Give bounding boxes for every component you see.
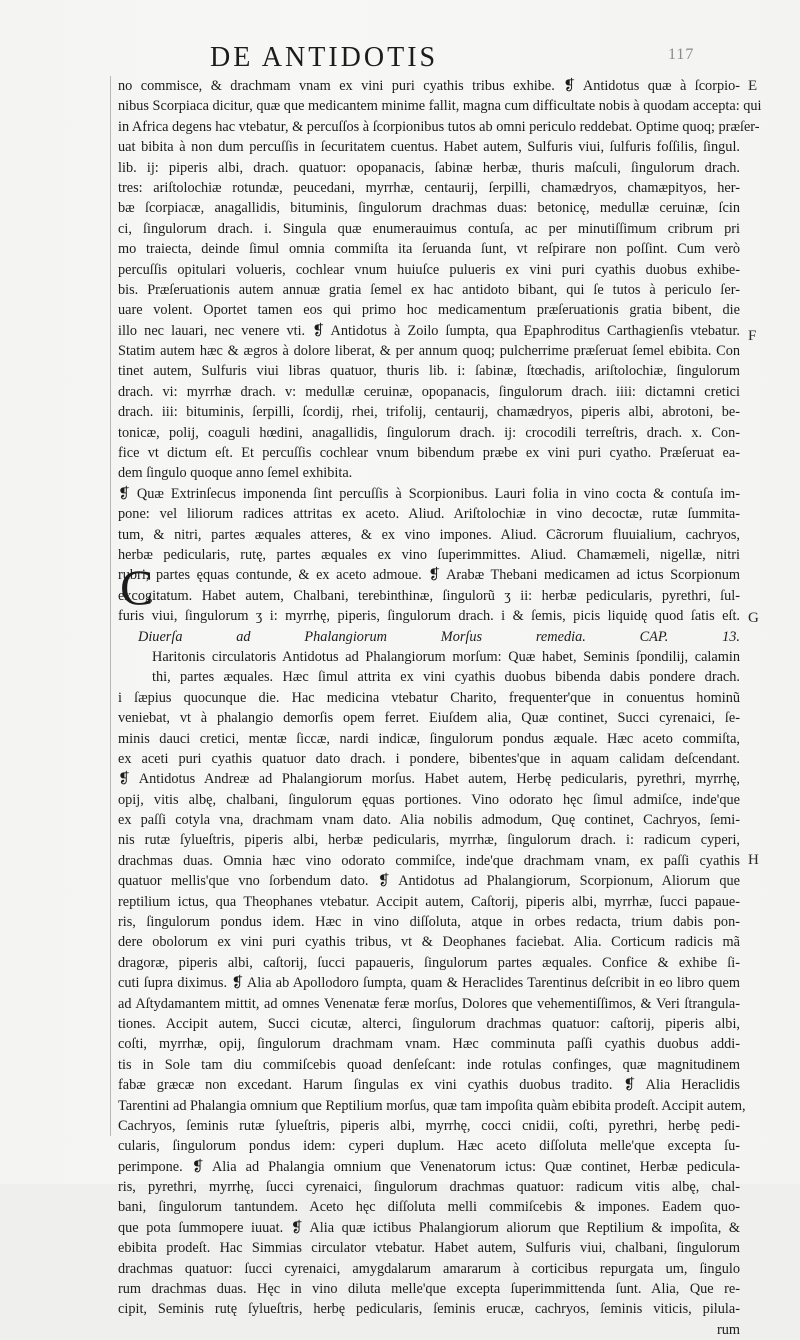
- text-line: opij, vitis albę, chalbani, ſingulorum ęquas portiones. Vino odorato hęc ſimul admiſce, inde'que: [118, 791, 740, 808]
- text-line: coſti, myrrhæ, opij, ſingulorum drachmam vnam. Hæc comminuta paſſi cyathis duobus addi-: [118, 1036, 740, 1053]
- left-margin-rule: [110, 76, 111, 1136]
- text-line: nibus Scorpiaca dicitur, quæ que medicantem minime fallit, magna cum difficultate nobis à quodam accepta: qui: [118, 98, 762, 115]
- text-line: rubri, partes ęquas contunde, & ex aceto admoue. ❡ Arabæ Thebani medicamen ad ictus Scorpionum: [118, 567, 740, 584]
- text-line: ci, ſingulorum drach. i. Singula quæ enumerauimus contuſa, ac per minutiſſimum cribrum pri: [118, 220, 740, 237]
- text-line: pone: vel liliorum radices attritas ex aceto. Aliud. Ariſtolochiæ in vino decoctæ, rutæ ſummita-: [118, 506, 740, 523]
- margin-letter-h: H: [748, 852, 759, 868]
- text-line: minis dauci cretici, mentæ ſiccæ, nardi indicæ, ſingulorum pondus æquale. Hæc aceto commiſta,: [118, 730, 740, 747]
- text-line: i ſæpius quocunque die. Hac medicina vtebatur Charito, frequenter'que in conuentus hominũ: [118, 689, 740, 706]
- text-line: illo nec lauari, nec venere vti. ❡ Antidotus à Zoilo ſumpta, qua Epaphroditus Carthagienſis vtebatur.: [118, 322, 740, 339]
- text-line: ex paſſi cotyla vna, drachmam vnam dato. Alia nobilis admodum, Quę continet, Cachryos, ſemi-: [118, 812, 740, 829]
- text-line: tinet autem, Sulfuris viui libras quatuor, thuris lib. i: ſabinæ, ſtœchadis, ariſtolochiæ, ſingulorum: [118, 363, 740, 380]
- text-line: no commisce, & drachmam vnam ex vini puri cyathis tribus exhibe. ❡ Antidotus quæ à ſcorpio-: [118, 78, 740, 94]
- drop-initial: C: [120, 559, 154, 615]
- text-line: Statim autem hæc & ægros à dolore liberat, & per annum quoq; pulcherrime præſeruat ſemel ebibita. Con: [118, 343, 740, 360]
- text-line: ebibita prodeſt. Hac Simmias circulator vtebatur. Habet autem, Sulfuris viui, chalbani, ſingulorum: [118, 1240, 740, 1257]
- text-line: tum, & nitri, partes æquales atteres, & ex vino impones. Aliud. Cãcrorum fluuialium, cachryos,: [118, 526, 740, 543]
- text-line: drachmas quatuor: ſucci cyrenaici, amygdalarum amararum à corticibus repurgata um, ſingulo: [118, 1260, 740, 1277]
- text-line: uare volent. Oportet tamen eos qui primo hoc medicamentum præſeruationis gratia bibent, die: [118, 302, 740, 319]
- text-line: bæ ſcorpiacæ, anagallidis, bituminis, ſingulorum drachmas duas: betonicę, medullæ ceruinæ, ſcin: [118, 200, 740, 217]
- text-line: fice vt dictum eſt. Et percuſſis cochlear vnum bibendum præbe ex vini puri cyatho. Præſeruat ea-: [118, 445, 740, 462]
- text-line: ❡ Antidotus Andreæ ad Phalangiorum morſus. Habet autem, Herbę pedicularis, pyrethri, myrrhę,: [118, 771, 740, 788]
- text-line: excogitatum. Habet autem, Chalbani, terebinthinæ, ſingulorũ ʒ ii: herbæ pedicularis, pyrethri, ſul-: [118, 587, 740, 604]
- text-line: rum drachmas duas. Hęc in vino diluta melle'que excepta ſuperimmittenda ſunt. Alia, Que re-: [118, 1281, 740, 1298]
- text-line: dragoræ, piperis albi, caſtorij, ſucci papaueris, ſingulorum partes æquales. Confice & exhibe ſi-: [118, 954, 740, 971]
- text-line: Diuerſa ad Phalangiorum Morſus remedia. CAP. 13.: [138, 628, 740, 645]
- margin-letter-e: E: [748, 78, 758, 94]
- text-line: Tarentini ad Phalangia omnium que Reptilium morſus, quæ tam impoſita quàm ebibita prodeſt. Accipit autem,: [118, 1097, 746, 1114]
- text-line: herbæ pedicularis, rutę, partes æquales ex vino ſuperimmittes. Aliud. Chamæmeli, nigellæ, nitri: [118, 546, 740, 563]
- page-header: [0, 34, 800, 74]
- text-line: Haritonis circulatoris Antidotus ad Phalangiorum morſum: Quæ habet, Seminis ſpondilij, calamin: [152, 648, 740, 665]
- text-line: cipit, Seminis rutę ſylueſtris, herbę pedicularis, ſeminis erucæ, cachryos, ſeminis viticis, pilula-: [118, 1301, 740, 1318]
- text-line: tis in Sole tam diu commiſcebis quoad denſeſcant: inde rotulas confinges, quæ magnitudinem: [118, 1056, 740, 1073]
- text-line: Cachryos, ſeminis rutæ ſylueſtris, piperis albi, myrrhę, cocci cnidii, coſti, pyrethri, herbę pedi-: [118, 1117, 740, 1134]
- text-line: furis viui, ſingulorum ʒ i: myrrhę, piperis, ſingulorum drach. i & ſemis, picis liquidę quod ſatis eſt.: [118, 608, 740, 625]
- folio-number: 117: [668, 46, 695, 63]
- text-line: fabæ græcæ non excedant. Harum ſingulas ex vini cyathis duobus tradito. ❡ Alia Heraclidis: [118, 1077, 740, 1094]
- text-line: tres: ariſtolochiæ rotundæ, peucedani, myrrhæ, centaurij, ſerpilli, chamædryos, chamæpityos, her-: [118, 179, 740, 196]
- margin-letter-g: G: [748, 610, 759, 626]
- text-line: ad Aſtydamantem mittit, ad omnes Venenatæ feræ morſus, Dolores que vehementiſſimos, & Veri ſtrangula-: [118, 995, 740, 1012]
- text-line: cularis, ſingulorum pondus idem: cyperi duplum. Hæc aceto diſſoluta melle'que excepta ſu-: [118, 1138, 740, 1155]
- text-line: que pota ſummopere iuuat. ❡ Alia quæ ictibus Phalangiorum aliorum que Reptilium & impoſita, &: [118, 1219, 740, 1236]
- text-line: ris, ſingulorum pondus idem. Hæc in vino diſſoluta, atque in orbes redacta, trium dabis pon-: [118, 914, 740, 931]
- text-line: dere obolorum ex vini puri cyathis tribus, vt & Deophanes faciebat. Alia. Corticum radicis mã: [118, 934, 740, 951]
- text-line: bani, ſingulorum tantundem. Aceto hęc diſſoluta melli commiſcebis & impones. Eadem quo-: [118, 1199, 740, 1216]
- text-line: quatuor mellis'que vno ſorbendum dato. ❡ Antidotus ad Phalangiorum, Scorpionum, Aliorum que: [118, 873, 740, 890]
- margin-letter-f: F: [748, 328, 757, 344]
- running-title: DE ANTIDOTIS: [210, 42, 439, 73]
- text-line: reptilium ictus, qua Theophanes vtebatur. Accipit autem, Caſtorij, piperis albi, myrrhæ, ſucci papaue-: [118, 893, 740, 910]
- text-line: ex aceti puri cyathis quatuor dato drach. i pondere, bibentes'que in aquam calidam deſcendant.: [118, 750, 740, 767]
- text-line: lib. ij: piperis albi, drach. quatuor: opopanacis, ſabinæ herbæ, thuris maſculi, ſingulorum drach.: [118, 159, 740, 176]
- text-line: ris, pyrethri, myrrhę, ſucci cyrenaici, ſingulorum drachmas quatuor: radicum vitis albę, chal-: [118, 1179, 740, 1196]
- text-line: dem ſingulo quoque anno ſemel exhibita.: [118, 465, 353, 482]
- text-line: in Africa degens hac vtebatur, & percuſſos à ſcorpionibus tutos ab omni periculo reddebat. Optime quoq; præſer-: [118, 118, 760, 135]
- text-line: drach. iii: bituminis, ſerpilli, ſcordij, rhei, trifolij, centaurij, chamædryos, piperis albi, abrotoni, be-: [118, 404, 740, 421]
- body-text: [118, 76, 762, 1338]
- text-line: drach. vi: myrrhæ drach. v: medullæ ceruinæ, opopanacis, ſingulorum drach. iiii: dictamni cretici: [118, 383, 740, 400]
- text-line: uat bibita à non dum percuſſis in ſecuritatem cuentus. Habet autem, Sulfuris viui, ſulfuris foſſilis, ſingul.: [118, 139, 740, 156]
- text-line: nis rutæ ſylueſtris, piperis albi, herbæ pedicularis, myrrhæ, ſingulorum drach. i: radicum cyperi,: [118, 832, 740, 849]
- text-line: drachmas duas. Omnia hæc vino odorato commiſce, inde'que drachmam vnam, ex paſſi cyathis: [118, 852, 740, 869]
- text-line: perimpone. ❡ Alia ad Phalangia omnium que Venenatorum ictus: Quæ continet, Herbæ pedicula-: [118, 1158, 740, 1175]
- text-line: bis. Præſeruationis autem annuæ gratia ſemel ex hac antidoto bibant, qui ſe tutos à periculo ſer-: [118, 281, 740, 298]
- text-line: tonicæ, polij, coaguli hœdini, anagallidis, ſingulorum drach. ij: crocodili terreſtris, drach. x. Con-: [118, 424, 740, 441]
- text-line: tiones. Accipit autem, Succi cicutæ, alterci, ſingulorum drachmas quatuor: caſtorij, piperis albi,: [118, 1015, 740, 1032]
- text-line: mo traiecta, deinde ſimul omnia commiſta ita ſeruanda ſunt, vt reſpirare non poſſint. Cum verò: [118, 241, 740, 258]
- text-line: ❡ Quæ Extrinſecus imponenda ſint percuſſis à Scorpionibus. Lauri folia in vino cocta & contuſa im-: [118, 485, 740, 502]
- text-line: thi, partes æquales. Hæc ſimul attrita ex vini cyathis duobus bibenda dabis pondere drach.: [152, 669, 740, 686]
- text-line: veniebat, vt à phalangio demorſis opem ferret. Eiuſdem alia, Quæ continet, Succi cyrenaici, ſe-: [118, 710, 740, 727]
- text-line: cuti ſupra diximus. ❡ Alia ab Apollodoro ſumpta, quam & Heraclides Tarentinus deſcribit in eo libro quem: [118, 975, 740, 992]
- text-line: rum: [716, 1321, 740, 1338]
- text-line: percuſſis opitulari volueris, cochlear vnum huiuſce pulueris ex vini puri cyathis duobus exhibe-: [118, 261, 740, 278]
